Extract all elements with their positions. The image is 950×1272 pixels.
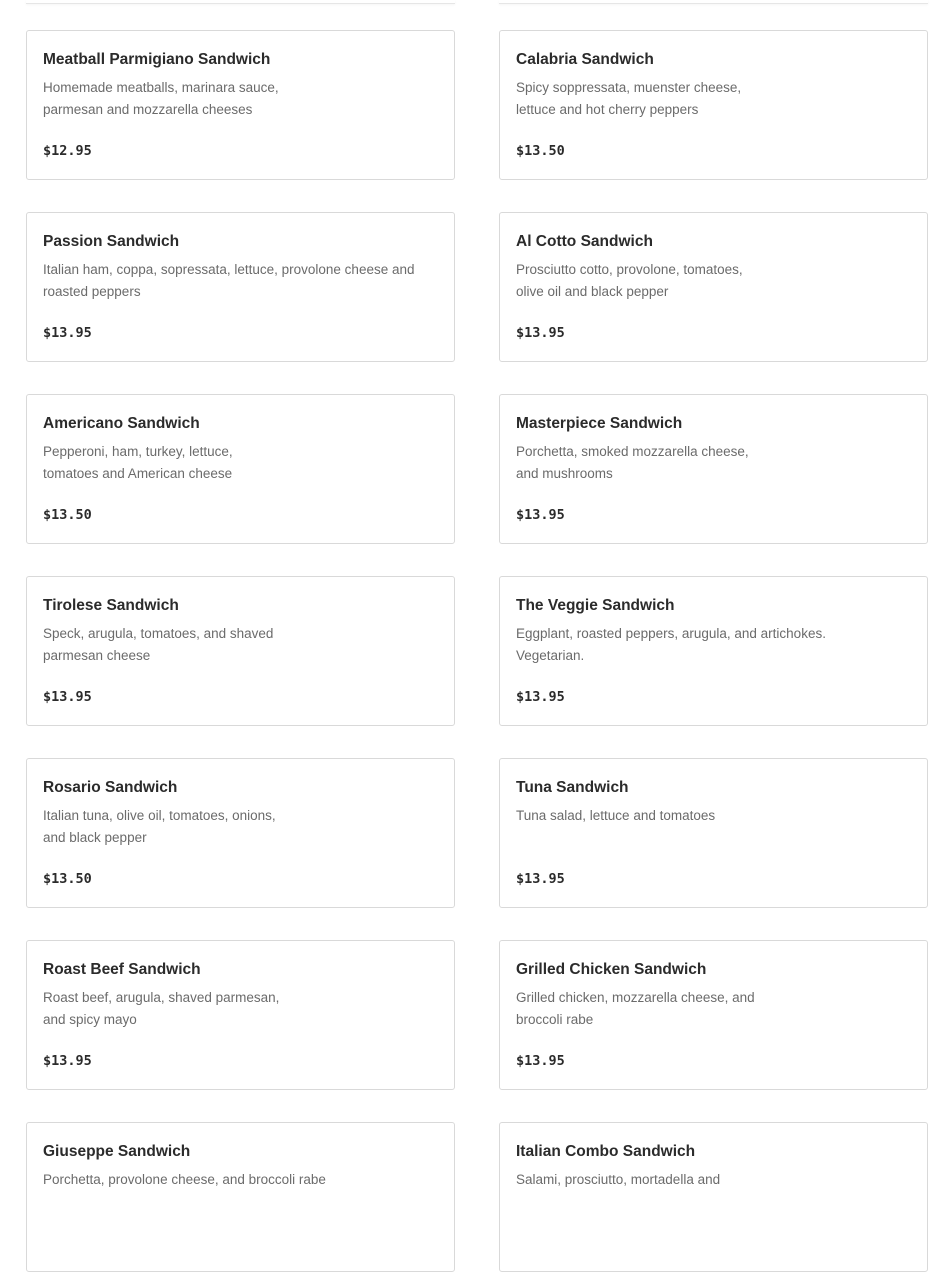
menu-item-description: Porchetta, provolone cheese, and broccoli rabe xyxy=(43,1172,326,1187)
menu-item-card[interactable] xyxy=(499,940,928,1090)
menu-item-name: Roast Beef Sandwich xyxy=(43,961,201,978)
menu-item-card[interactable] xyxy=(26,940,455,1090)
menu-item-card[interactable] xyxy=(26,758,455,908)
menu-item-description: Homemade meatballs, marinara sauce, parmesan and mozzarella cheeses xyxy=(43,80,279,117)
menu-item-name: Americano Sandwich xyxy=(43,415,200,432)
menu-item-description: Eggplant, roasted peppers, arugula, and artichokes. Vegetarian. xyxy=(516,626,826,663)
menu-item-price: $13.95 xyxy=(516,871,565,887)
menu-item-description: Prosciutto cotto, provolone, tomatoes, olive oil and black pepper xyxy=(516,262,743,299)
menu-item-card[interactable] xyxy=(26,394,455,544)
menu-item-name: Grilled Chicken Sandwich xyxy=(516,961,707,978)
menu-item-price: $13.95 xyxy=(516,689,565,705)
menu-item-name: Tirolese Sandwich xyxy=(43,597,179,614)
menu-item-name: Rosario Sandwich xyxy=(43,779,178,796)
menu-item-price: $13.50 xyxy=(43,871,92,887)
menu-item-price: $13.95 xyxy=(43,689,92,705)
menu-item-description: Salami, prosciutto, mortadella and xyxy=(516,1172,721,1187)
menu-item-card[interactable] xyxy=(26,1122,455,1272)
menu-item-card[interactable] xyxy=(499,30,928,180)
menu-item-description: Spicy soppressata, muenster cheese, lettuce and hot cherry peppers xyxy=(516,80,742,117)
menu-item-description: Roast beef, arugula, shaved parmesan, and spicy mayo xyxy=(43,990,280,1027)
menu-item-price: $13.95 xyxy=(516,325,565,341)
menu-item-card[interactable] xyxy=(499,1122,928,1272)
menu-item-description: Italian tuna, olive oil, tomatoes, onions, and black pepper xyxy=(43,808,276,845)
menu-item-description: Tuna salad, lettuce and tomatoes xyxy=(516,808,716,823)
menu-item-card[interactable] xyxy=(26,30,455,180)
menu-item-name: Tuna Sandwich xyxy=(516,779,629,796)
menu-item-price: $13.50 xyxy=(43,507,92,523)
menu-item-name: Italian Combo Sandwich xyxy=(516,1143,696,1160)
menu-item-description: Porchetta, smoked mozzarella cheese, and mushrooms xyxy=(516,444,749,481)
menu-item-name: Meatball Parmigiano Sandwich xyxy=(43,51,271,68)
previous-card-edge xyxy=(499,0,928,4)
menu-item-card[interactable] xyxy=(499,576,928,726)
menu-item-card[interactable] xyxy=(499,394,928,544)
menu-item-price: $13.95 xyxy=(43,325,92,341)
menu-item-card[interactable] xyxy=(26,212,455,362)
menu-item-price: $12.95 xyxy=(43,143,92,159)
menu-item-card[interactable] xyxy=(499,212,928,362)
menu-item-description: Italian ham, coppa, sopressata, lettuce, provolone cheese and roasted peppers xyxy=(43,262,415,299)
menu-item-description: Grilled chicken, mozzarella cheese, and broccoli rabe xyxy=(516,990,755,1027)
menu-item-grid xyxy=(26,30,928,1272)
menu-item-description: Speck, arugula, tomatoes, and shaved parmesan cheese xyxy=(43,626,274,663)
menu-item-price: $13.95 xyxy=(43,1053,92,1069)
menu-item-name: Al Cotto Sandwich xyxy=(516,233,653,250)
menu-item-name: The Veggie Sandwich xyxy=(516,597,675,614)
menu-item-price: $13.95 xyxy=(516,1053,565,1069)
menu-item-price: $13.95 xyxy=(516,507,565,523)
menu-item-name: Masterpiece Sandwich xyxy=(516,415,683,432)
menu-item-card[interactable] xyxy=(499,758,928,908)
menu-item-name: Giuseppe Sandwich xyxy=(43,1143,191,1160)
previous-card-edge xyxy=(26,0,455,4)
menu-item-name: Passion Sandwich xyxy=(43,233,180,250)
menu-item-description: Pepperoni, ham, turkey, lettuce, tomatoes and American cheese xyxy=(43,444,233,481)
menu-item-name: Calabria Sandwich xyxy=(516,51,654,68)
menu-item-card[interactable] xyxy=(26,576,455,726)
menu-item-price: $13.50 xyxy=(516,143,565,159)
